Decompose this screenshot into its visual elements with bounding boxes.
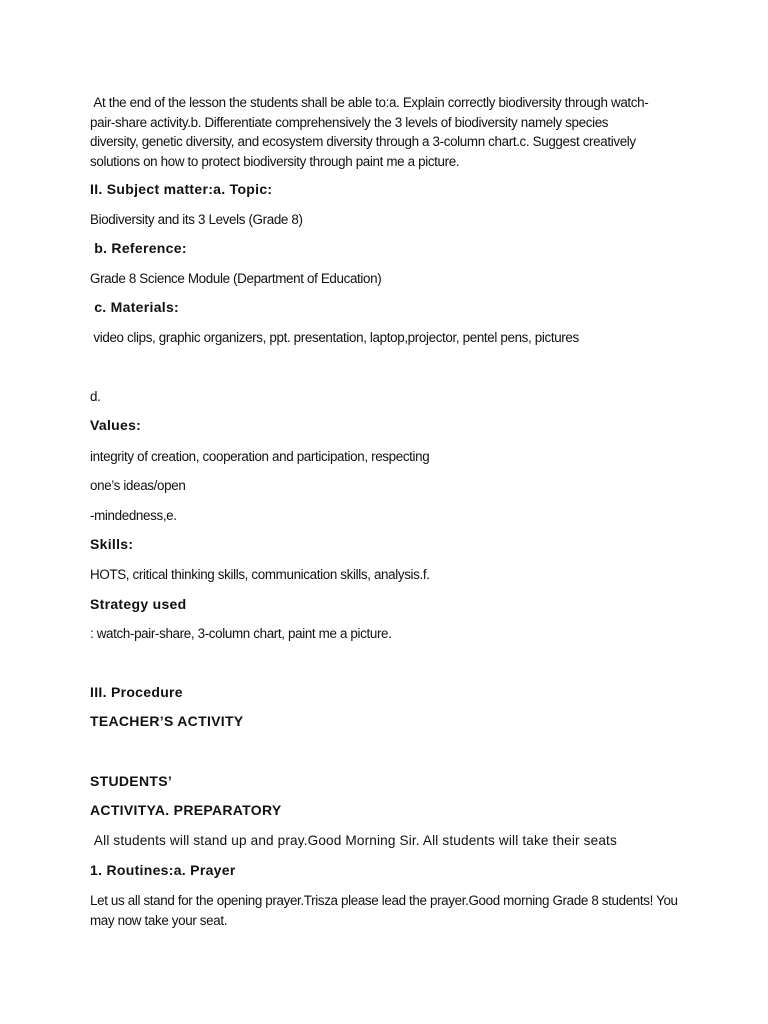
values-heading: Values: xyxy=(90,417,142,433)
strategy-heading: Strategy used xyxy=(90,596,187,612)
values-text-line-2: one’s ideas/open xyxy=(90,478,186,493)
preparatory-text: All students will stand up and pray.Good Morning Sir. All students will take their seats xyxy=(90,833,617,848)
skills-text: HOTS, critical thinking skills, communication skills, analysis.f. xyxy=(90,567,430,582)
strategy-text: : watch-pair-share, 3-column chart, paint me a picture. xyxy=(90,626,392,641)
materials-heading: c. Materials: xyxy=(90,299,180,315)
materials-text: video clips, graphic organizers, ppt. presentation, laptop,projector, pentel pens, pictures xyxy=(90,330,579,345)
teacher-activity-heading: TEACHER’S ACTIVITY xyxy=(90,713,244,729)
reference-text: Grade 8 Science Module (Department of Education) xyxy=(90,271,382,286)
skills-heading: Skills: xyxy=(90,536,134,552)
preparatory-activity-heading: ACTIVITYA. PREPARATORY xyxy=(90,802,282,818)
subject-matter-heading: II. Subject matter:a. Topic: xyxy=(90,181,273,197)
topic-text: Biodiversity and its 3 Levels (Grade 8) xyxy=(90,212,303,227)
routines-heading: 1. Routines:a. Prayer xyxy=(90,862,236,878)
values-text-line-1: integrity of creation, cooperation and participation, respecting xyxy=(90,449,430,464)
section-d-label: d. xyxy=(90,389,101,404)
prayer-text: Let us all stand for the opening prayer.Trisza please lead the prayer.Good morning Grade 8 students! You may now take your seat. xyxy=(90,893,678,928)
students-heading: STUDENTS’ xyxy=(90,773,173,789)
procedure-heading: III. Procedure xyxy=(90,684,183,700)
values-text-line-3: -mindedness,e. xyxy=(90,508,177,523)
reference-heading: b. Reference: xyxy=(90,240,187,256)
objectives-paragraph: At the end of the lesson the students shall be able to:a. Explain correctly biodiversity through watch-pair-share activity.b. Differentiate comprehensively the 3 levels of biodiversity namely species diversity, genetic diversity, and ecosystem diversity through a 3-column chart.c. Suggest creatively solutions on how to protect biodiversity through paint me a picture. xyxy=(90,95,649,169)
